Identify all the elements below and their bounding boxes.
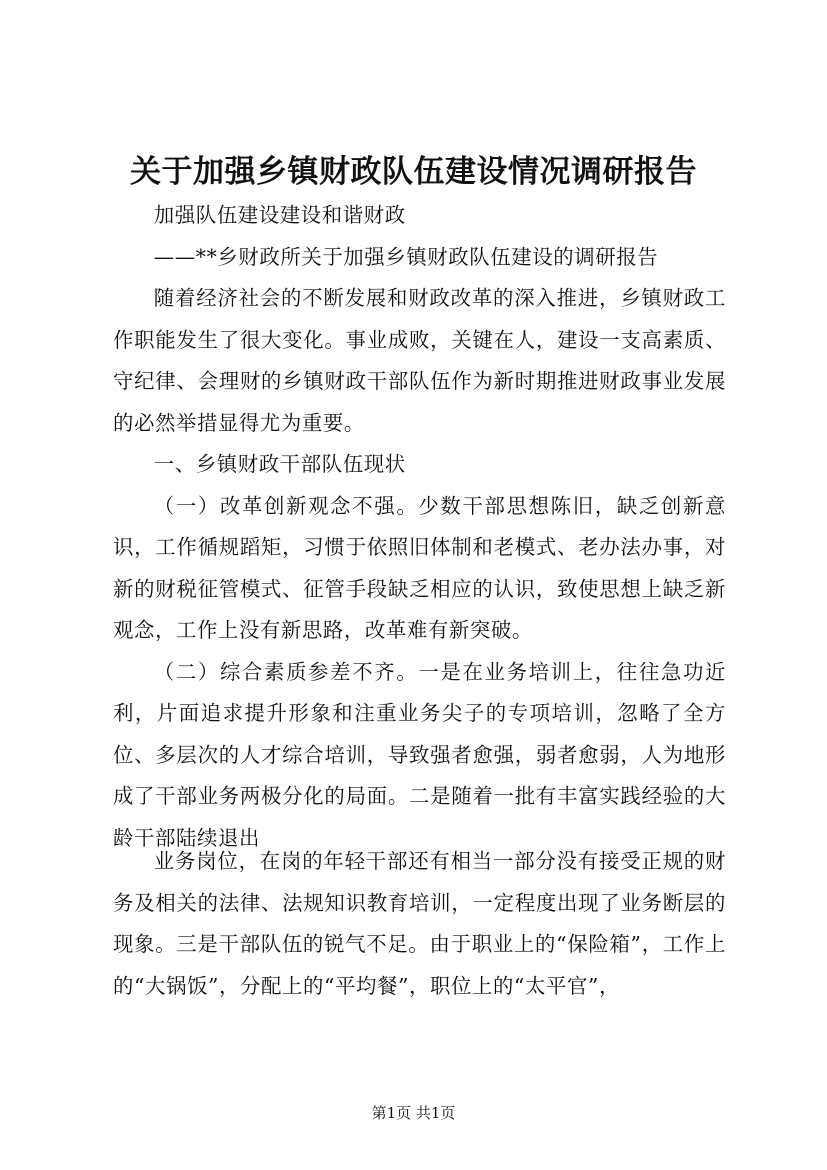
page-number-footer: 第1页 共1页: [371, 1104, 456, 1122]
document-body: [113, 195, 726, 859]
paragraph-intro: 随着经济社会的不断发展和财政改革的深入推进，乡镇财政工作职能发生了很大变化。事业成败，关键在人，建设一支高素质、守纪律、会理财的乡镇财政干部队伍作为新时期推进财政事业发展的必然举措显得尤为重要。: [113, 286, 726, 435]
paragraph-item-2: （二）综合素质参差不齐。一是在业务培训上，往往急功近利，片面追求提升形象和注重业务尖子的专项培训，忽略了全方位、多层次的人才综合培训，导致强者愈强，弱者愈弱，人为地形成了干部业务两极分化的局面。二是随着一批有丰富实践经验的大龄干部陆续退出: [113, 659, 726, 850]
section-heading: 一、乡镇财政干部队伍现状: [153, 452, 406, 476]
subtitle-line: 加强队伍建设建设和谐财政: [153, 203, 406, 227]
document-title: 关于加强乡镇财政队伍建设情况调研报告: [130, 154, 697, 190]
subtitle-source-line: ——**乡财政所关于加强乡镇财政队伍建设的调研报告: [153, 244, 659, 269]
paragraph-item-1: （一）改革创新观念不强。少数干部思想陈旧，缺乏创新意识，工作循规蹈矩，习惯于依照旧体制和老模式、老办法办事，对新的财税征管模式、征管手段缺乏相应的认识，致使思想上缺乏新观念，工作上没有新思路，改革难有新突破。: [113, 493, 726, 642]
document-body-continued: [113, 841, 726, 1007]
paragraph-continuation: 业务岗位，在岗的年轻干部还有相当一部分没有接受正规的财务及相关的法律、法规知识教育培训，一定程度出现了业务断层的现象。三是干部队伍的锐气不足。由于职业上的“保险箱”，工作上的“大锅饭”，分配上的“平均餐”，职位上的“太平官”，: [113, 849, 726, 998]
